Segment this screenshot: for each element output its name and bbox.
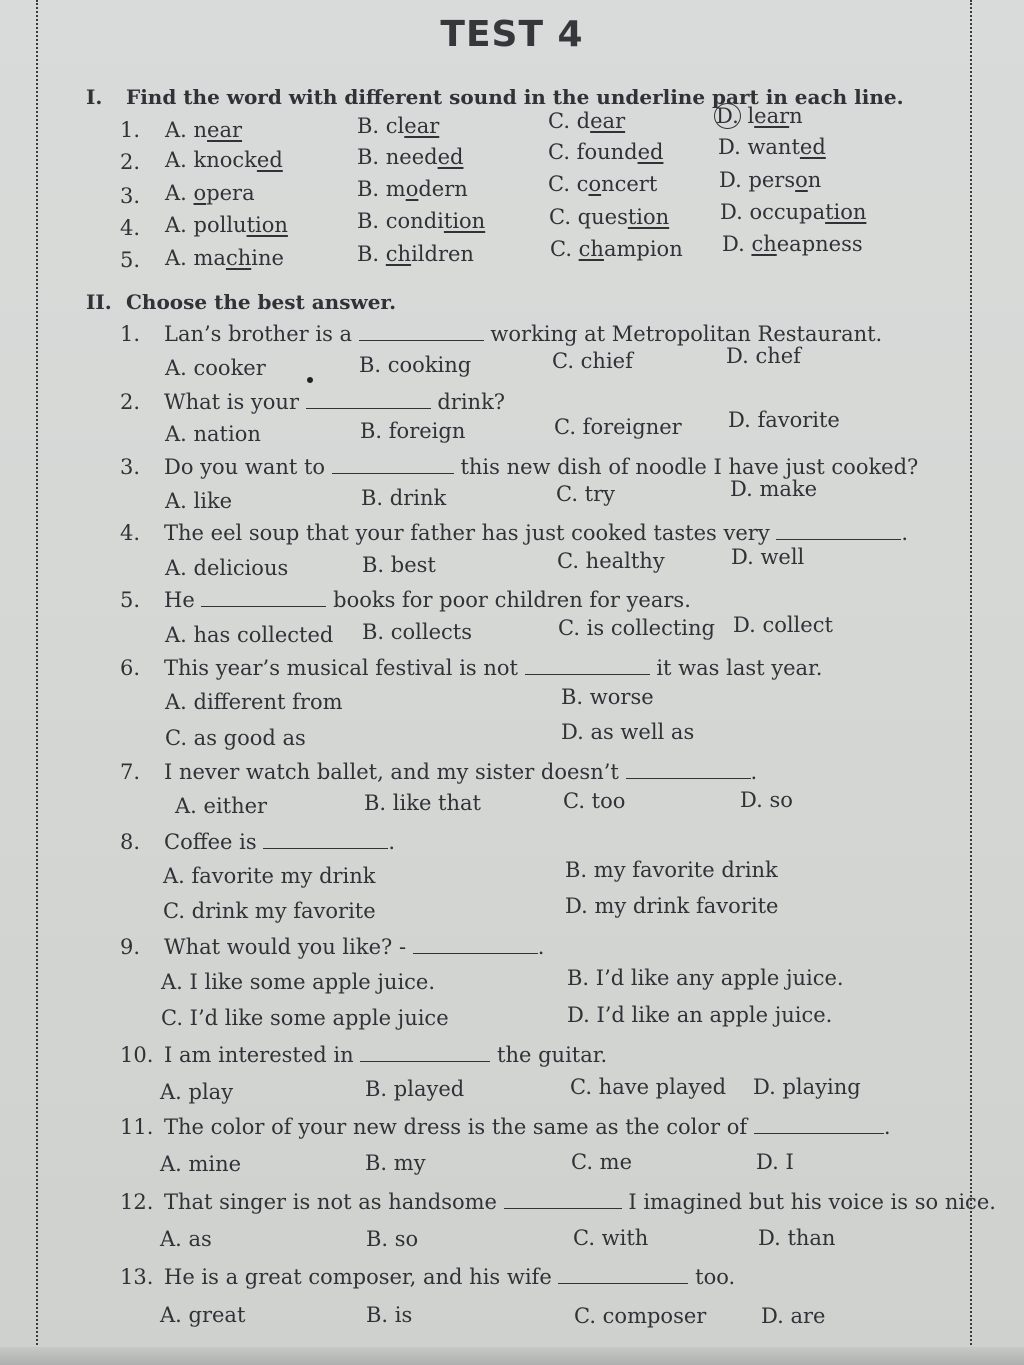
question-11: 11. The color of your new dress is the same as the color of .: [120, 1115, 891, 1139]
q7-option-a: A. either: [175, 794, 268, 818]
p1-row-1-option-a: A. near: [165, 118, 243, 142]
p1-row-2-option-c: C. founded: [548, 140, 664, 164]
question-2: 2. What is your drink?: [120, 390, 506, 414]
q5-option-b: B. collects: [362, 620, 473, 644]
q2-option-d: D. favorite: [728, 408, 840, 432]
p1-row-3-option-c: C. concert: [548, 172, 658, 196]
q10-option-a: A. play: [160, 1080, 234, 1104]
p1-row-3: 3.: [120, 184, 141, 208]
q4-option-c: C. healthy: [557, 549, 665, 573]
q8-option-b: B. my favorite drink: [565, 858, 778, 882]
p1-row-1: 1.: [120, 118, 141, 142]
question-5: 5. He books for poor children for years.: [120, 588, 691, 612]
p1-row-4-option-d: D. occupation: [720, 200, 867, 224]
q7-option-b: B. like that: [364, 791, 481, 815]
q5-option-c: C. is collecting: [558, 616, 715, 640]
q6-option-a: A. different from: [165, 690, 343, 714]
question-6: 6. This year’s musical festival is not it was last year.: [120, 656, 823, 680]
q4-option-b: B. best: [362, 553, 436, 577]
question-9: 9. What would you like? - .: [120, 935, 545, 959]
q2-option-c: C. foreigner: [554, 415, 682, 439]
question-8: 8. Coffee is .: [120, 830, 396, 854]
q9-option-c: C. I’d like some apple juice: [161, 1006, 449, 1030]
q6-option-b: B. worse: [561, 685, 654, 709]
q13-option-b: B. is: [366, 1303, 413, 1327]
question-10: 10. I am interested in the guitar.: [120, 1043, 608, 1067]
section-1-heading: I. Find the word with different sound in the underline part in each line.: [86, 85, 904, 109]
q12-option-d: D. than: [758, 1226, 836, 1250]
question-1: 1. Lan’s brother is a working at Metropolitan Restaurant.: [120, 322, 883, 346]
q9-option-d: D. I’d like an apple juice.: [567, 1003, 833, 1027]
p1-row-1-option-b: B. clear: [357, 114, 440, 138]
q7-option-d: D. so: [740, 788, 793, 812]
p1-row-3-option-d: D. person: [719, 168, 822, 192]
question-3: 3. Do you want to this new dish of noodle I have just cooked?: [120, 455, 919, 479]
q6-option-d: D. as well as: [561, 720, 695, 744]
p1-row-2: 2.: [120, 150, 141, 174]
q9-option-b: B. I’d like any apple juice.: [567, 966, 844, 990]
q12-option-a: A. as: [160, 1227, 212, 1251]
q11-option-a: A. mine: [160, 1152, 242, 1176]
q3-option-a: A. like: [165, 489, 233, 513]
p1-row-2-option-a: A. knocked: [165, 148, 283, 172]
q12-option-b: B. so: [366, 1227, 419, 1251]
p1-row-4-option-a: A. pollution: [165, 213, 288, 237]
q1-option-c: C. chief: [552, 349, 633, 373]
q5-option-d: D. collect: [733, 613, 833, 637]
q3-option-b: B. drink: [361, 486, 447, 510]
p1-row-3-option-b: B. modern: [357, 177, 468, 201]
q1-option-b: B. cooking: [359, 353, 472, 377]
q4-option-a: A. delicious: [165, 556, 289, 580]
q13-option-c: C. composer: [574, 1304, 707, 1328]
p1-row-5-option-c: C. champion: [550, 237, 683, 261]
q3-option-d: D. make: [730, 477, 818, 501]
q3-option-c: C. try: [556, 482, 616, 506]
q7-option-c: C. too: [563, 789, 626, 813]
q8-option-c: C. drink my favorite: [163, 899, 376, 923]
q11-option-d: D. I: [756, 1150, 794, 1174]
page-bottom-edge: [0, 1347, 1024, 1365]
q8-option-a: A. favorite my drink: [163, 864, 376, 888]
q2-option-a: A. nation: [165, 422, 261, 446]
p1-row-2-option-d: D. wanted: [718, 135, 826, 159]
p1-row-5-option-b: B. children: [357, 242, 474, 266]
p1-row-5-option-a: A. machine: [165, 246, 284, 270]
q10-option-b: B. played: [365, 1077, 465, 1101]
question-13: 13. He is a great composer, and his wife too.: [120, 1265, 736, 1289]
p1-row-1-option-d: D. learn: [716, 104, 803, 128]
q8-option-d: D. my drink favorite: [565, 894, 779, 918]
q2-option-b: B. foreign: [360, 419, 466, 443]
q11-option-c: C. me: [571, 1150, 633, 1174]
p1-row-5: 5.: [120, 248, 141, 272]
q1-option-a: A. cooker: [165, 356, 266, 380]
p1-row-2-option-b: B. needed: [357, 145, 464, 169]
pen-mark: [307, 377, 313, 383]
p1-row-4: 4.: [120, 216, 141, 240]
p1-row-4-option-c: C. question: [549, 205, 670, 229]
right-dotted-margin: [970, 0, 972, 1365]
q4-option-d: D. well: [731, 545, 805, 569]
q10-option-d: D. playing: [753, 1075, 861, 1099]
q6-option-c: C. as good as: [165, 726, 306, 750]
question-4: 4. The eel soup that your father has just cooked tastes very .: [120, 521, 909, 545]
q9-option-a: A. I like some apple juice.: [161, 970, 436, 994]
p1-row-1-option-c: C. dear: [548, 109, 626, 133]
question-12: 12. That singer is not as handsome I imagined but his voice is so nice.: [120, 1190, 996, 1214]
left-dotted-margin: [36, 0, 38, 1365]
q1-option-d: D. chef: [726, 344, 801, 368]
q11-option-b: B. my: [365, 1151, 426, 1175]
q13-option-a: A. great: [160, 1303, 246, 1327]
page-title: TEST 4: [440, 14, 584, 55]
p1-row-3-option-a: A. opera: [165, 181, 255, 205]
q10-option-c: C. have played: [570, 1075, 727, 1099]
q13-option-d: D. are: [761, 1304, 826, 1328]
p1-row-5-option-d: D. cheapness: [722, 232, 863, 256]
q5-option-a: A. has collected: [165, 623, 334, 647]
question-7: 7. I never watch ballet, and my sister doesn’t .: [120, 760, 758, 784]
q12-option-c: C. with: [573, 1226, 649, 1250]
p1-row-4-option-b: B. condition: [357, 209, 486, 233]
section-2-heading: II. Choose the best answer.: [86, 290, 397, 314]
